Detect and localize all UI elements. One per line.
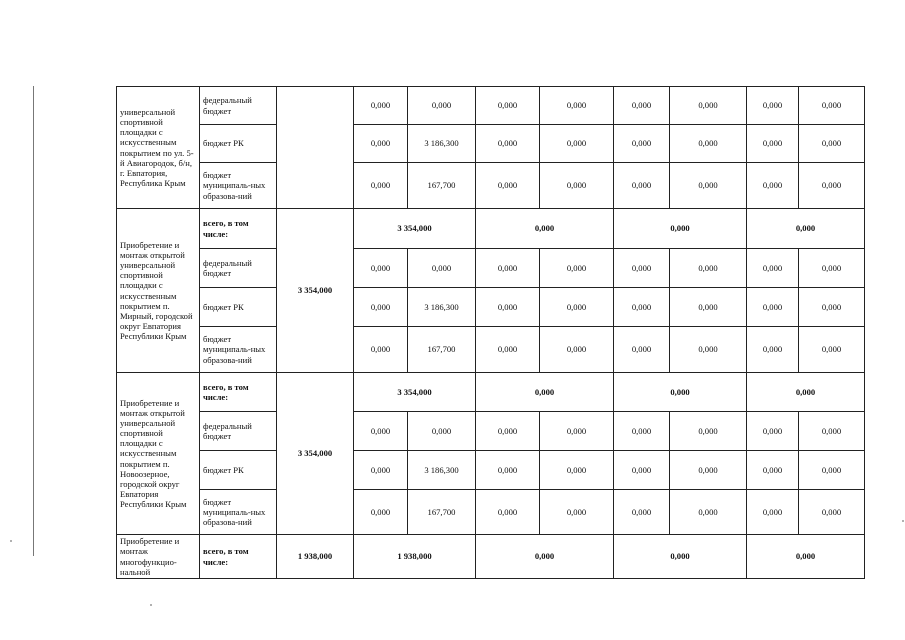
object-name-cell: Приобретение и монтаж открытой универсальной спортивной площадки с искусственным покрытием п. Мирный, городской округ Евпатория Республики Крым bbox=[117, 209, 200, 373]
source-cell: бюджет РК bbox=[200, 288, 277, 327]
value-cell: 0,000 bbox=[670, 163, 747, 209]
value-cell: 0,000 bbox=[476, 412, 540, 451]
value-cell: 0,000 bbox=[354, 87, 408, 125]
value-cell: 0,000 bbox=[670, 288, 747, 327]
table-row bbox=[117, 125, 865, 163]
value-cell: 167,700 bbox=[408, 490, 476, 535]
value-cell: 0,000 bbox=[747, 87, 799, 125]
value-cell: 3 186,300 bbox=[408, 125, 476, 163]
total-amount-cell: 3 354,000 bbox=[277, 209, 354, 373]
value-cell: 0,000 bbox=[354, 288, 408, 327]
value-cell: 0,000 bbox=[747, 451, 799, 490]
value-cell: 0,000 bbox=[354, 125, 408, 163]
table-row bbox=[117, 451, 865, 490]
value-cell: 0,000 bbox=[614, 288, 670, 327]
value-cell: 0,000 bbox=[354, 451, 408, 490]
value-cell: 0,000 bbox=[354, 163, 408, 209]
summary-cell: 0,000 bbox=[614, 209, 747, 249]
value-cell: 0,000 bbox=[747, 249, 799, 288]
value-cell: 0,000 bbox=[476, 87, 540, 125]
table-row bbox=[117, 327, 865, 373]
value-cell: 0,000 bbox=[614, 249, 670, 288]
value-cell: 0,000 bbox=[747, 490, 799, 535]
total-amount-cell: 3 354,000 bbox=[277, 373, 354, 535]
summary-cell: 0,000 bbox=[747, 535, 865, 579]
source-cell: бюджет муниципаль-ных образова-ний bbox=[200, 163, 277, 209]
value-cell: 0,000 bbox=[747, 412, 799, 451]
value-cell: 0,000 bbox=[799, 451, 865, 490]
source-cell: федеральный бюджет bbox=[200, 249, 277, 288]
value-cell: 0,000 bbox=[408, 249, 476, 288]
value-cell: 0,000 bbox=[747, 327, 799, 373]
value-cell: 3 186,300 bbox=[408, 288, 476, 327]
summary-cell: 0,000 bbox=[476, 209, 614, 249]
value-cell: 0,000 bbox=[799, 327, 865, 373]
value-cell: 0,000 bbox=[747, 125, 799, 163]
total-label-cell: всего, в том числе: bbox=[200, 209, 277, 249]
value-cell: 0,000 bbox=[614, 327, 670, 373]
value-cell: 0,000 bbox=[670, 125, 747, 163]
value-cell: 0,000 bbox=[670, 451, 747, 490]
page-margin-line bbox=[33, 86, 34, 556]
value-cell: 167,700 bbox=[408, 163, 476, 209]
summary-cell: 0,000 bbox=[747, 373, 865, 412]
value-cell: 0,000 bbox=[799, 249, 865, 288]
value-cell: 0,000 bbox=[614, 125, 670, 163]
value-cell: 0,000 bbox=[476, 451, 540, 490]
value-cell: 0,000 bbox=[670, 249, 747, 288]
value-cell: 3 186,300 bbox=[408, 451, 476, 490]
summary-cell: 0,000 bbox=[747, 209, 865, 249]
value-cell: 0,000 bbox=[747, 163, 799, 209]
value-cell: 0,000 bbox=[799, 163, 865, 209]
source-cell: федеральный бюджет bbox=[200, 87, 277, 125]
summary-cell: 1 938,000 bbox=[354, 535, 476, 579]
summary-cell: 3 354,000 bbox=[354, 373, 476, 412]
table-row bbox=[117, 535, 865, 579]
value-cell: 0,000 bbox=[614, 451, 670, 490]
value-cell: 0,000 bbox=[476, 490, 540, 535]
value-cell: 0,000 bbox=[540, 288, 614, 327]
scan-speck bbox=[150, 604, 152, 606]
summary-cell: 3 354,000 bbox=[354, 209, 476, 249]
value-cell: 0,000 bbox=[747, 288, 799, 327]
value-cell: 0,000 bbox=[354, 412, 408, 451]
value-cell: 0,000 bbox=[799, 125, 865, 163]
summary-cell: 0,000 bbox=[476, 535, 614, 579]
value-cell: 0,000 bbox=[476, 163, 540, 209]
value-cell: 0,000 bbox=[614, 87, 670, 125]
value-cell: 0,000 bbox=[670, 412, 747, 451]
value-cell: 0,000 bbox=[540, 87, 614, 125]
value-cell: 0,000 bbox=[540, 163, 614, 209]
scan-speck bbox=[10, 540, 12, 542]
value-cell: 0,000 bbox=[540, 490, 614, 535]
total-label-cell: всего, в том числе: bbox=[200, 535, 277, 579]
value-cell: 0,000 bbox=[799, 412, 865, 451]
table-row bbox=[117, 373, 865, 412]
value-cell: 0,000 bbox=[354, 327, 408, 373]
object-name-cell: универсальной спортивной площадки с искусственным покрытием по ул. 5-й Авиагородок, б/н, г. Евпатория, Республика Крым bbox=[117, 87, 200, 209]
value-cell: 0,000 bbox=[540, 125, 614, 163]
value-cell: 0,000 bbox=[476, 288, 540, 327]
value-cell: 0,000 bbox=[476, 125, 540, 163]
object-name-cell: Приобретение и монтаж открытой универсальной спортивной площадки с искусственным покрытием п. Новоозерное, городской округ Евпатория Республики Крым bbox=[117, 373, 200, 535]
financing-table bbox=[116, 86, 865, 579]
summary-cell: 0,000 bbox=[614, 535, 747, 579]
value-cell: 0,000 bbox=[476, 249, 540, 288]
source-cell: бюджет РК bbox=[200, 451, 277, 490]
table-row bbox=[117, 490, 865, 535]
value-cell: 0,000 bbox=[670, 327, 747, 373]
value-cell: 0,000 bbox=[614, 412, 670, 451]
value-cell: 0,000 bbox=[799, 288, 865, 327]
value-cell: 0,000 bbox=[799, 87, 865, 125]
table-row bbox=[117, 412, 865, 451]
value-cell: 0,000 bbox=[614, 490, 670, 535]
table-row bbox=[117, 249, 865, 288]
source-cell: бюджет РК bbox=[200, 125, 277, 163]
total-label-cell: всего, в том числе: bbox=[200, 373, 277, 412]
source-cell: федеральный бюджет bbox=[200, 412, 277, 451]
total-amount-cell bbox=[277, 87, 354, 209]
value-cell: 0,000 bbox=[354, 249, 408, 288]
value-cell: 0,000 bbox=[540, 327, 614, 373]
value-cell: 0,000 bbox=[799, 490, 865, 535]
value-cell: 0,000 bbox=[540, 412, 614, 451]
value-cell: 0,000 bbox=[476, 327, 540, 373]
value-cell: 0,000 bbox=[670, 87, 747, 125]
source-cell: бюджет муниципаль-ных образова-ний bbox=[200, 490, 277, 535]
object-name-cell: Приобретение и монтаж многофункцио-нальной bbox=[117, 535, 200, 579]
summary-cell: 0,000 bbox=[476, 373, 614, 412]
table-row bbox=[117, 163, 865, 209]
value-cell: 0,000 bbox=[408, 87, 476, 125]
value-cell: 0,000 bbox=[354, 490, 408, 535]
summary-cell: 0,000 bbox=[614, 373, 747, 412]
scan-speck bbox=[902, 520, 904, 522]
value-cell: 167,700 bbox=[408, 327, 476, 373]
value-cell: 0,000 bbox=[614, 163, 670, 209]
table-row bbox=[117, 87, 865, 125]
table-row bbox=[117, 209, 865, 249]
value-cell: 0,000 bbox=[670, 490, 747, 535]
table-row bbox=[117, 288, 865, 327]
source-cell: бюджет муниципаль-ных образова-ний bbox=[200, 327, 277, 373]
value-cell: 0,000 bbox=[540, 451, 614, 490]
value-cell: 0,000 bbox=[540, 249, 614, 288]
total-amount-cell: 1 938,000 bbox=[277, 535, 354, 579]
value-cell: 0,000 bbox=[408, 412, 476, 451]
